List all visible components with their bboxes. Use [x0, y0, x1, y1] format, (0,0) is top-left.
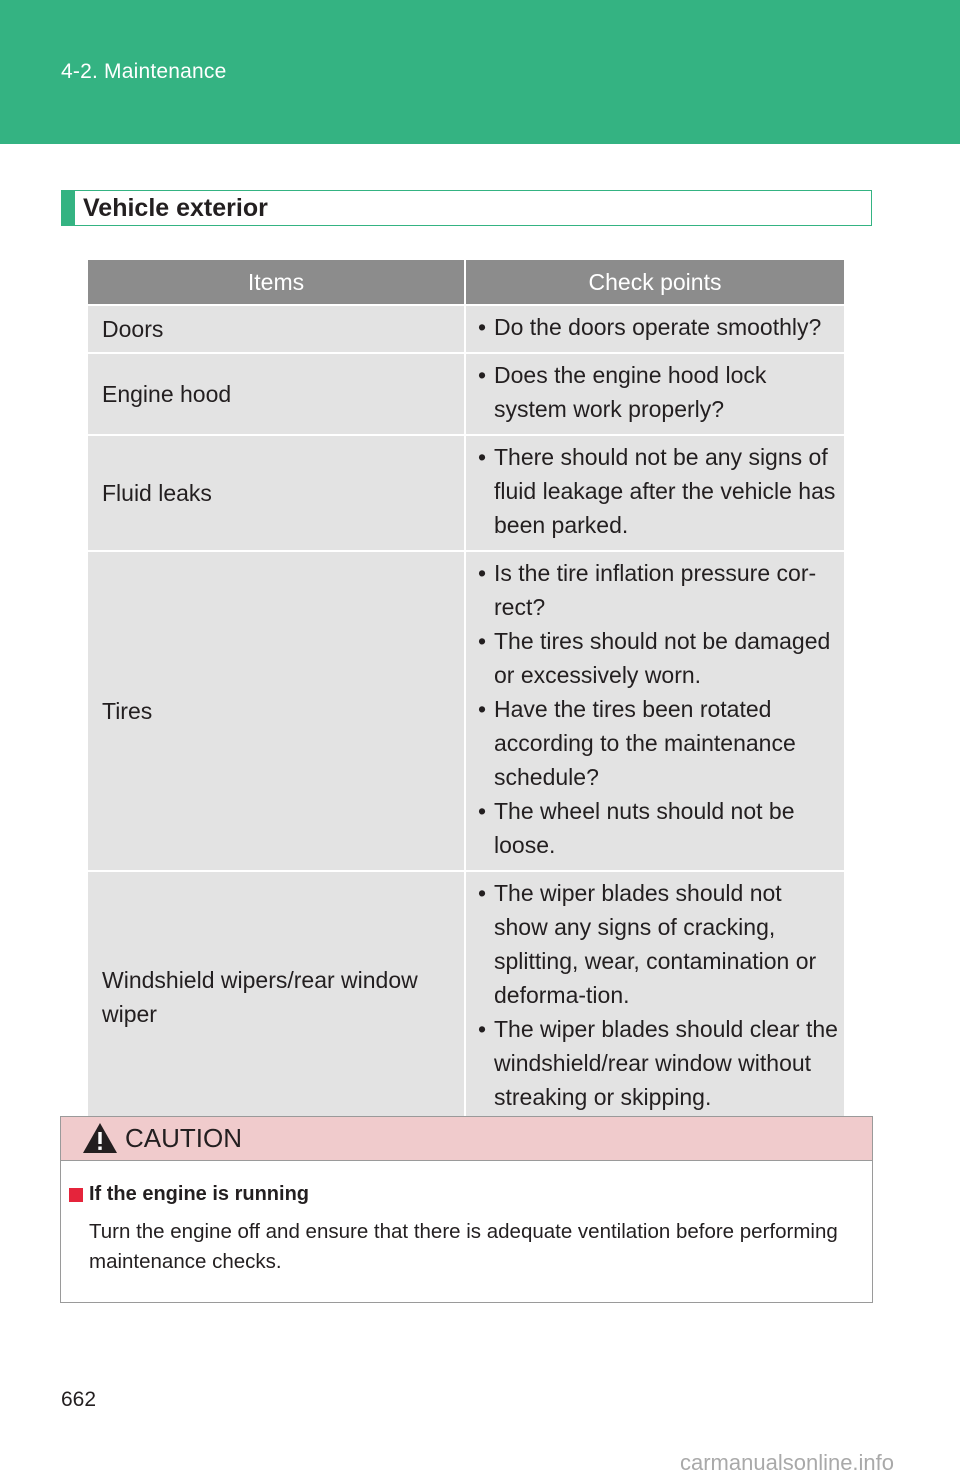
check-point: • Is the tire inflation pressure cor-rect?: [478, 560, 817, 620]
watermark: carmanualsonline.info: [680, 1450, 895, 1475]
page-number: 662: [61, 1388, 97, 1411]
points-cell: [465, 305, 844, 353]
check-table: [88, 260, 844, 1122]
item-cell: Windshield wipers/rear window wiper: [88, 871, 465, 1122]
header-check-points: Check points: [465, 260, 844, 305]
item-cell: Engine hood: [88, 353, 465, 435]
section-title-bar: [62, 191, 75, 225]
caution-title: CAUTION: [125, 1123, 242, 1153]
check-point: • Do the doors operate smoothly?: [478, 314, 822, 340]
table-row: [88, 871, 844, 1122]
points-cell: [465, 551, 844, 871]
table-row: [88, 551, 844, 871]
red-square-icon: [69, 1188, 83, 1202]
check-point: • The wheel nuts should not be loose.: [478, 798, 795, 858]
header-band: [0, 0, 960, 144]
caution-body: Turn the engine off and ensure that there is adequate ventilation before performing maintenance checks.: [89, 1220, 838, 1273]
caution-header: [61, 1117, 872, 1161]
check-point: • Does the engine hood lock system work properly?: [478, 362, 767, 422]
table-header-row: [88, 260, 844, 305]
warning-triangle-icon: [82, 1122, 118, 1159]
section-title-box: [61, 190, 872, 226]
check-point: • The wiper blades should clear the windshield/rear window without streaking or skipping.: [478, 1016, 838, 1110]
item-cell: Tires: [88, 551, 465, 871]
points-cell: [465, 435, 844, 551]
points-cell: [465, 353, 844, 435]
section-label: 4-2. Maintenance: [61, 60, 227, 83]
section-title: Vehicle exterior: [83, 194, 268, 222]
item-cell: Doors: [88, 305, 465, 353]
check-point: • The wiper blades should not show any signs of cracking, splitting, wear, contamination or deforma-tion.: [478, 880, 817, 1008]
check-point: • The tires should not be damaged or excessively worn.: [478, 628, 831, 688]
check-point: • There should not be any signs of fluid leakage after the vehicle has been parked.: [478, 444, 836, 538]
caution-subheading-text: If the engine is running: [89, 1183, 309, 1205]
table-row: [88, 435, 844, 551]
caution-subheading: [69, 1183, 309, 1206]
caution-box: [60, 1116, 873, 1303]
item-cell: Fluid leaks: [88, 435, 465, 551]
header-items: Items: [88, 260, 465, 305]
points-cell: [465, 871, 844, 1122]
table-row: [88, 305, 844, 353]
check-point: • Have the tires been rotated according to the maintenance schedule?: [478, 696, 796, 790]
table-row: [88, 353, 844, 435]
